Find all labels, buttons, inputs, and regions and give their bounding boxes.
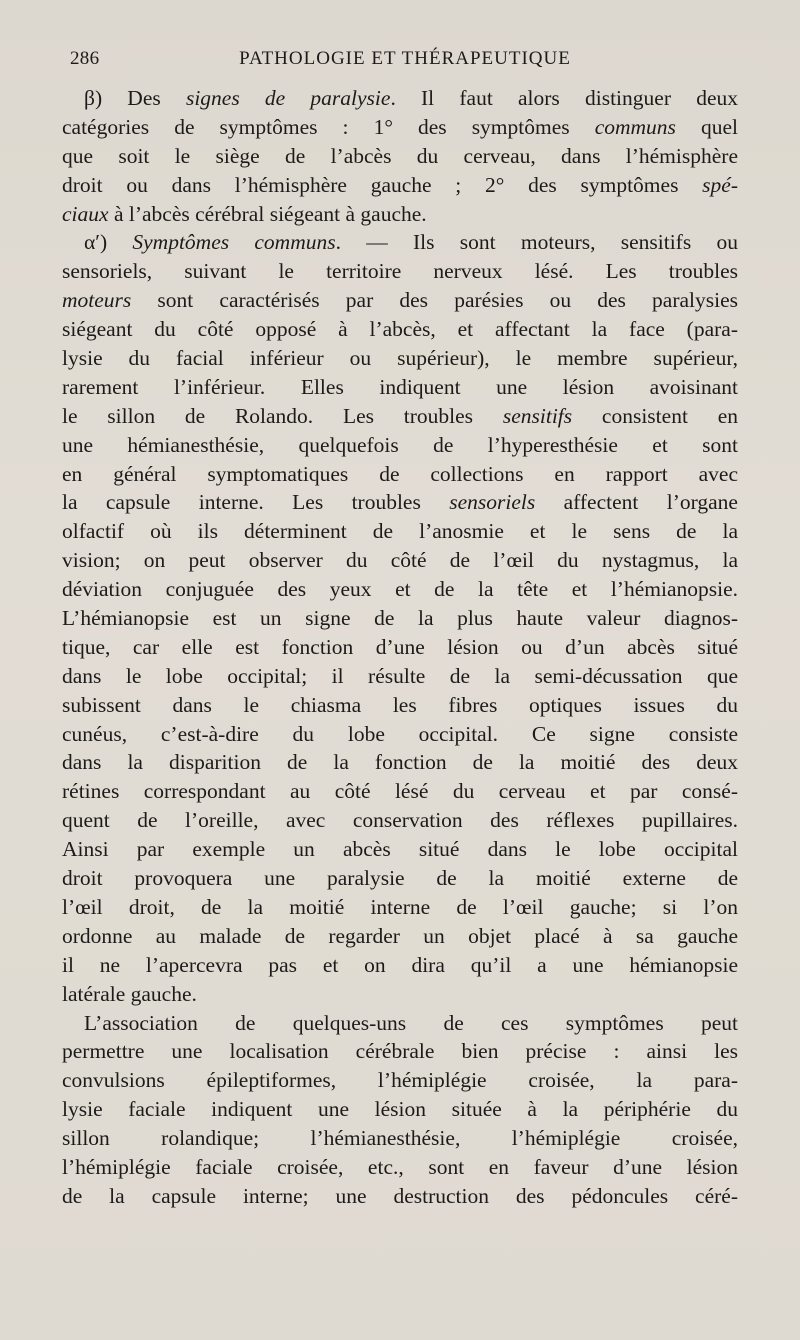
text-line xyxy=(62,1037,738,1066)
text-segment: . Il faut alors distinguer deux xyxy=(390,86,738,110)
text-segment: β) Des xyxy=(84,86,186,110)
text-segment: catégories de symptômes : 1° des symptômes xyxy=(62,114,595,139)
text-line xyxy=(62,344,738,373)
text-line xyxy=(62,315,738,344)
text-line xyxy=(62,142,738,171)
italic-segment: communs xyxy=(594,114,676,139)
text-line xyxy=(62,662,738,691)
text-segment: le sillon de Rolando. Les troubles xyxy=(62,403,503,428)
text-segment: Ainsi par exemple un abcès situé dans le lobe occipital xyxy=(62,837,738,862)
text-segment: sensoriels, suivant le territoire nerveux lésé. Les troubles xyxy=(62,259,738,284)
text-segment: α′) xyxy=(84,230,133,255)
text-line xyxy=(62,806,738,835)
text-line xyxy=(62,893,738,922)
text-line xyxy=(62,200,738,229)
italic-segment: spé- xyxy=(702,172,738,197)
text-line xyxy=(62,488,738,517)
text-segment: que soit le siège de l’abcès du cerveau, dans l’hémisphère xyxy=(62,143,738,168)
text-line xyxy=(62,171,738,200)
text-line xyxy=(62,720,738,749)
text-segment: en général symptomatiques de collections en rapport avec xyxy=(62,461,738,486)
text-segment: la capsule interne. Les troubles xyxy=(62,490,450,515)
text-line xyxy=(62,373,738,402)
text-line xyxy=(62,460,738,489)
italic-segment: Symptômes communs xyxy=(132,230,336,255)
text-line xyxy=(62,951,738,980)
text-line xyxy=(62,1182,738,1211)
text-line xyxy=(62,633,738,662)
text-line xyxy=(62,1124,738,1153)
text-line xyxy=(62,286,738,315)
text-segment: latérale gauche. xyxy=(62,981,197,1006)
text-segment: tique, car elle est fonction d’une lésion ou d’un abcès situé xyxy=(62,634,738,659)
text-segment: sillon rolandique; l’hémianesthésie, l’hémiplégie croisée, xyxy=(62,1126,738,1151)
text-segment: lysie du facial inférieur ou supérieur), le membre supérieur, xyxy=(62,346,738,371)
running-title: PATHOLOGIE ET THÉRAPEUTIQUE xyxy=(239,48,571,69)
text-segment: quel xyxy=(675,114,738,139)
italic-segment: sensoriels xyxy=(449,490,536,515)
text-segment: siégeant du côté opposé à l’abcès, et affectant la face (para- xyxy=(62,317,738,342)
text-segment: L’association de quelques-uns de ces symptômes peut xyxy=(84,1010,738,1035)
italic-segment: ciaux xyxy=(62,201,109,226)
text-line xyxy=(62,1066,738,1095)
text-segment: rétines correspondant au côté lésé du cerveau et par consé- xyxy=(62,779,738,804)
text-line xyxy=(62,922,738,951)
text-segment: sont caractérisés par des parésies ou des paralysies xyxy=(131,288,738,313)
text-segment: déviation conjuguée des yeux et de la tête et l’hémianopsie. xyxy=(62,577,738,602)
text-segment: rarement l’inférieur. Elles indiquent une lésion avoisinant xyxy=(62,374,738,399)
text-segment: quent de l’oreille, avec conservation des réflexes pupillaires. xyxy=(62,808,738,833)
text-segment: olfactif où ils déterminent de l’anosmie et le sens de la xyxy=(62,519,738,544)
text-segment: convulsions épileptiformes, l’hémiplégie croisée, la para- xyxy=(62,1068,738,1093)
text-line xyxy=(62,604,738,633)
text-line xyxy=(62,84,738,113)
text-line xyxy=(62,835,738,864)
body-text xyxy=(62,84,738,1211)
text-segment: lysie faciale indiquent une lésion située à la périphérie du xyxy=(62,1097,738,1122)
text-line xyxy=(62,228,738,257)
italic-segment: moteurs xyxy=(62,288,132,313)
text-segment: droit provoquera une paralysie de la moitié externe de xyxy=(62,866,738,891)
text-segment: de la capsule interne; une destruction des pédoncules céré- xyxy=(62,1183,738,1208)
text-line xyxy=(62,113,738,142)
text-line xyxy=(62,691,738,720)
text-line xyxy=(62,257,738,286)
text-line xyxy=(62,517,738,546)
text-segment: dans le lobe occipital; il résulte de la semi-décussation que xyxy=(62,663,738,688)
text-segment: subissent dans le chiasma les fibres optiques issues du xyxy=(62,692,738,717)
text-segment: l’hémiplégie faciale croisée, etc., sont en faveur d’une lésion xyxy=(62,1154,738,1179)
text-segment: l’œil droit, de la moitié interne de l’œil gauche; si l’on xyxy=(62,894,738,919)
page-header xyxy=(70,48,740,76)
text-segment: consistent en xyxy=(572,403,738,428)
text-segment: ordonne au malade de regarder un objet placé à sa gauche xyxy=(62,923,738,948)
text-segment: permettre une localisation cérébrale bien précise : ainsi les xyxy=(62,1039,738,1064)
text-segment: affectent l’organe xyxy=(535,490,738,515)
text-line xyxy=(62,1153,738,1182)
text-line xyxy=(62,1009,738,1038)
text-segment: . — Ils sont moteurs, sensitifs ou xyxy=(335,230,738,255)
text-line xyxy=(62,864,738,893)
text-segment: cunéus, c’est-à-dire du lobe occipital. Ce signe consiste xyxy=(62,721,738,746)
text-segment: une hémianesthésie, quelquefois de l’hyperesthésie et sont xyxy=(62,432,738,457)
text-line xyxy=(62,980,738,1009)
italic-segment: sensitifs xyxy=(502,403,573,428)
text-segment: L’hémianopsie est un signe de la plus haute valeur diagnos- xyxy=(62,606,738,631)
text-line xyxy=(62,748,738,777)
text-line xyxy=(62,546,738,575)
text-segment: dans la disparition de la fonction de la moitié des deux xyxy=(62,750,738,775)
text-segment: droit ou dans l’hémisphère gauche ; 2° des symptômes xyxy=(62,172,703,197)
page-number: 286 xyxy=(70,48,100,69)
text-segment: à l’abcès cérébral siégeant à gauche. xyxy=(108,201,427,226)
text-line xyxy=(62,1095,738,1124)
text-line xyxy=(62,402,738,431)
text-line xyxy=(62,575,738,604)
text-line xyxy=(62,777,738,806)
text-segment: il ne l’apercevra pas et on dira qu’il a une hémianopsie xyxy=(62,952,738,977)
text-line xyxy=(62,431,738,460)
italic-segment: signes de paralysie xyxy=(185,86,391,110)
text-segment: vision; on peut observer du côté de l’œil du nystagmus, la xyxy=(62,548,738,573)
